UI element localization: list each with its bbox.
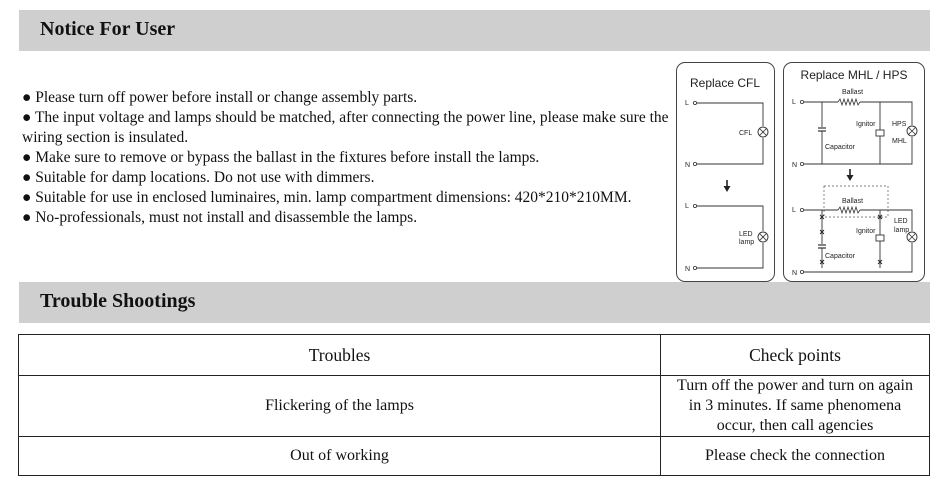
header-troubles: Troubles [19,335,661,376]
capacitor-icon [818,128,826,131]
ballast-label: Ballast [842,89,864,96]
capacitor-label: Capacitor [825,144,855,151]
ignitor-label: Ignitor [856,121,876,128]
neutral-label: N [685,162,691,169]
check-line: Turn off the power and turn on again [677,377,913,394]
check-cell [661,437,930,476]
notice-item: ● Please turn off power before install or change assembly parts. [22,89,418,106]
line-label: L [685,203,689,210]
trouble-table [18,334,930,476]
ballast-coil-icon [838,99,860,105]
table-header-row [19,335,930,376]
trouble-cell: Out of working [19,437,661,476]
led-lamp-label: lamp [894,227,910,234]
table-row [19,376,930,437]
check-cell [661,376,930,437]
notice-item: ● Make sure to remove or bypass the ballast in the fixtures before install the lamps. [22,149,540,166]
down-arrow-icon [847,169,854,181]
ballast-coil-icon [838,207,860,213]
mhl-lamp-label: MHL [892,138,907,145]
ignitor-icon [876,130,884,136]
trouble-title: Trouble Shootings [40,290,196,312]
cfl-lamp-icon [758,127,768,137]
mhl-wiring-svg [784,63,924,281]
cfl-lamp-label: CFL [739,130,753,137]
trouble-cell: Flickering of the lamps [19,376,661,437]
led-lamp-label: LED [894,218,908,225]
check-line: in 3 minutes. If same phenomena [688,397,902,414]
replace-cfl-diagram [676,62,775,282]
ignitor-label: Ignitor [856,228,876,235]
line-label: L [792,99,796,106]
line-label: L [792,207,796,214]
cfl-wiring-svg [677,63,774,281]
capacitor-label: Capacitor [825,253,855,260]
led-lamp-icon [758,232,768,242]
ballast-label: Ballast [842,198,864,205]
led-lamp-label: LED [739,231,753,238]
neutral-label: N [792,270,798,277]
ignitor-icon [876,235,884,241]
notice-item: ● No-professionals, must not install and disassemble the lamps. [22,209,418,226]
mhl-diagram-title: Replace MHL / HPS [800,68,908,82]
header-check-points: Check points [661,335,930,376]
line-label: L [685,100,689,107]
cfl-diagram-title: Replace CFL [689,76,761,90]
down-arrow-icon [724,180,731,192]
hps-lamp-icon [907,126,917,136]
hps-lamp-label: HPS [892,121,907,128]
check-line: occur, then call agencies [716,417,874,434]
neutral-label: N [685,266,691,273]
check-line: Please check the connection [705,447,885,464]
replace-mhl-hps-diagram [783,62,925,282]
led-lamp-label: lamp [739,239,755,246]
notice-list [22,88,672,228]
notice-title: Notice For User [40,18,176,40]
notice-header-bar [19,10,930,51]
trouble-header-bar [19,282,930,323]
neutral-label: N [792,162,798,169]
notice-item: ● The input voltage and lamps should be matched, after connecting the power line, please make sure the wiring section is insulated. [22,109,669,146]
notice-item: ● Suitable for damp locations. Do not use with dimmers. [22,169,375,186]
notice-item: ● Suitable for use in enclosed luminaires, min. lamp compartment dimensions: 420*210*210MM. [22,189,632,206]
capacitor-icon [818,245,826,248]
table-row [19,437,930,476]
